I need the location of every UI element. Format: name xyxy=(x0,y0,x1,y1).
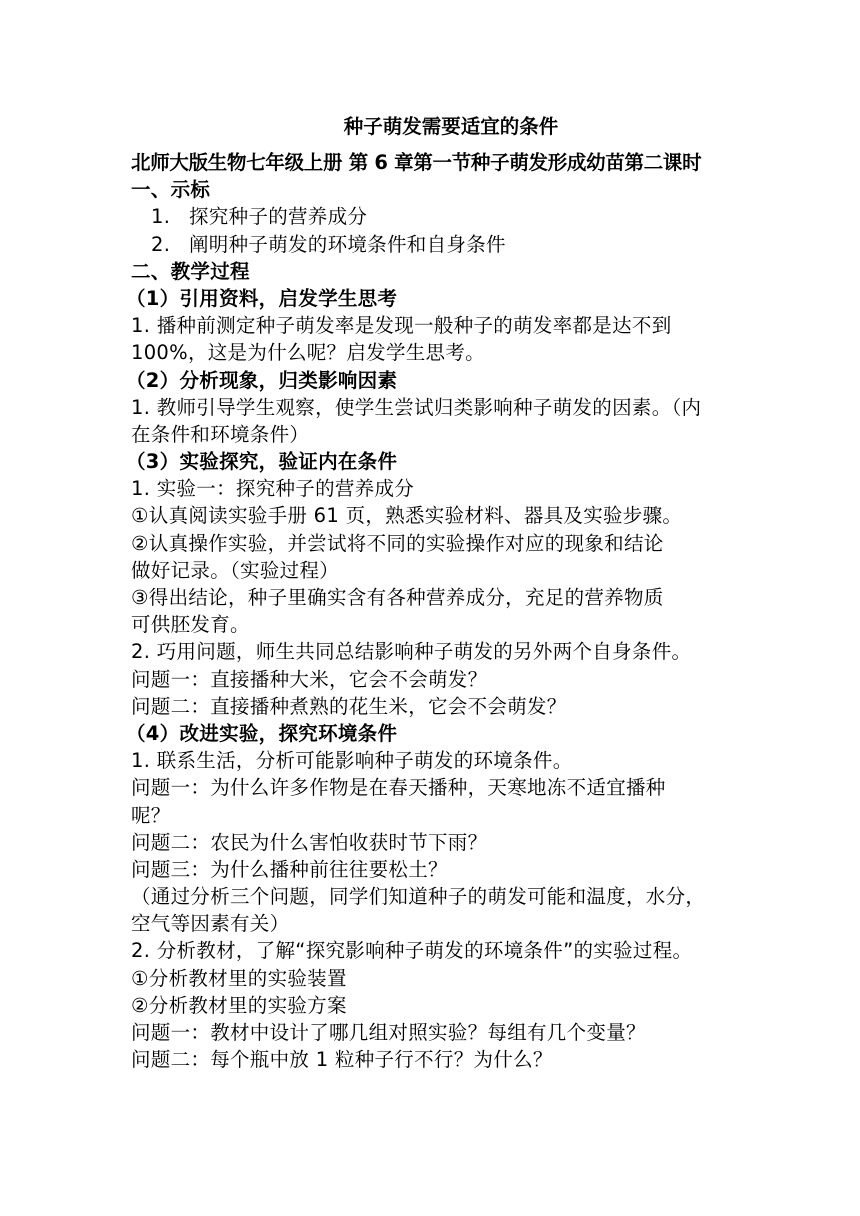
document-content xyxy=(126,113,731,1073)
paragraph-line: 1. 联系生活，分析可能影响种子萌发的环境条件。 xyxy=(131,749,573,773)
paragraph-line: 1. 实验一：探究种子的营养成分 xyxy=(131,477,415,501)
paragraph-line: 问题三：为什么播种前往往要松土？ xyxy=(131,857,448,881)
paragraph-line: 1. 教师引导学生观察，使学生尝试归类影响种子萌发的因素。（内 xyxy=(131,395,702,419)
part-heading-2: （2）分析现象，归类影响因素 xyxy=(126,368,398,392)
paragraph-line: 问题一：直接播种大米，它会不会萌发？ xyxy=(131,667,488,691)
paragraph-line: ①认真阅读实验手册 61 页，熟悉实验材料、器具及实验步骤。 xyxy=(131,504,683,528)
paragraph-line: 在条件和环境条件） xyxy=(131,422,310,446)
section-heading-objectives: 一、示标 xyxy=(131,178,211,202)
paragraph-line: 可供胚发育。 xyxy=(131,613,250,637)
part-heading-3: （3）实验探究，验证内在条件 xyxy=(126,450,398,474)
paragraph-line: 100%，这是为什么呢？启发学生思考。 xyxy=(131,341,485,365)
paragraph-line: 做好记录。（实验过程） xyxy=(131,558,340,582)
paragraph-line: 呢？ xyxy=(131,803,171,827)
objective-number: 2. xyxy=(151,232,171,256)
objective-item-1 xyxy=(131,203,731,230)
objective-item-2 xyxy=(131,231,731,258)
paragraph-line: 问题二：农民为什么害怕收获时节下雨？ xyxy=(131,830,488,854)
paragraph-line: （通过分析三个问题，同学们知道种子的萌发可能和温度，水分， xyxy=(131,885,706,909)
objective-text: 阐明种子萌发的环境条件和自身条件 xyxy=(189,232,506,256)
paragraph-line: 空气等因素有关） xyxy=(131,912,290,936)
paragraph-line: 问题一：为什么许多作物是在春天播种，天寒地冻不适宜播种 xyxy=(131,776,666,800)
paragraph-line: ②分析教材里的实验方案 xyxy=(131,993,347,1017)
paragraph-line: 1. 播种前测定种子萌发率是发现一般种子的萌发率都是达不到 xyxy=(131,314,672,338)
paragraph-line: 2. 分析教材，了解“探究影响种子萌发的环境条件”的实验过程。 xyxy=(131,939,693,963)
paragraph-line: ①分析教材里的实验装置 xyxy=(131,966,347,990)
paragraph-line: 2. 巧用问题，师生共同总结影响种子萌发的另外两个自身条件。 xyxy=(131,640,692,664)
paragraph-line: ②认真操作实验，并尝试将不同的实验操作对应的现象和结论 xyxy=(131,531,664,555)
paragraph-line: 问题二：直接播种煮熟的花生米，它会不会萌发？ xyxy=(131,694,567,718)
part-heading-4: （4）改进实验，探究环境条件 xyxy=(126,721,398,745)
paragraph-line: 问题二：每个瓶中放 1 粒种子行不行？为什么？ xyxy=(131,1048,553,1072)
section-heading-teaching-process: 二、教学过程 xyxy=(131,259,250,283)
document-subtitle: 北师大版生物七年级上册 第 6 章第一节种子萌发形成幼苗第二课时 xyxy=(131,151,702,174)
objective-text: 探究种子的营养成分 xyxy=(189,205,368,229)
paragraph-line: 问题一：教材中设计了哪几组对照实验？每组有几个变量？ xyxy=(131,1021,646,1044)
paragraph-line: ③得出结论，种子里确实含有各种营养成分，充足的营养物质 xyxy=(131,586,664,609)
part-heading-1: （1）引用资料，启发学生思考 xyxy=(126,286,398,310)
document-title: 种子萌发需要适宜的条件 xyxy=(343,115,559,138)
objective-number: 1. xyxy=(151,205,171,229)
